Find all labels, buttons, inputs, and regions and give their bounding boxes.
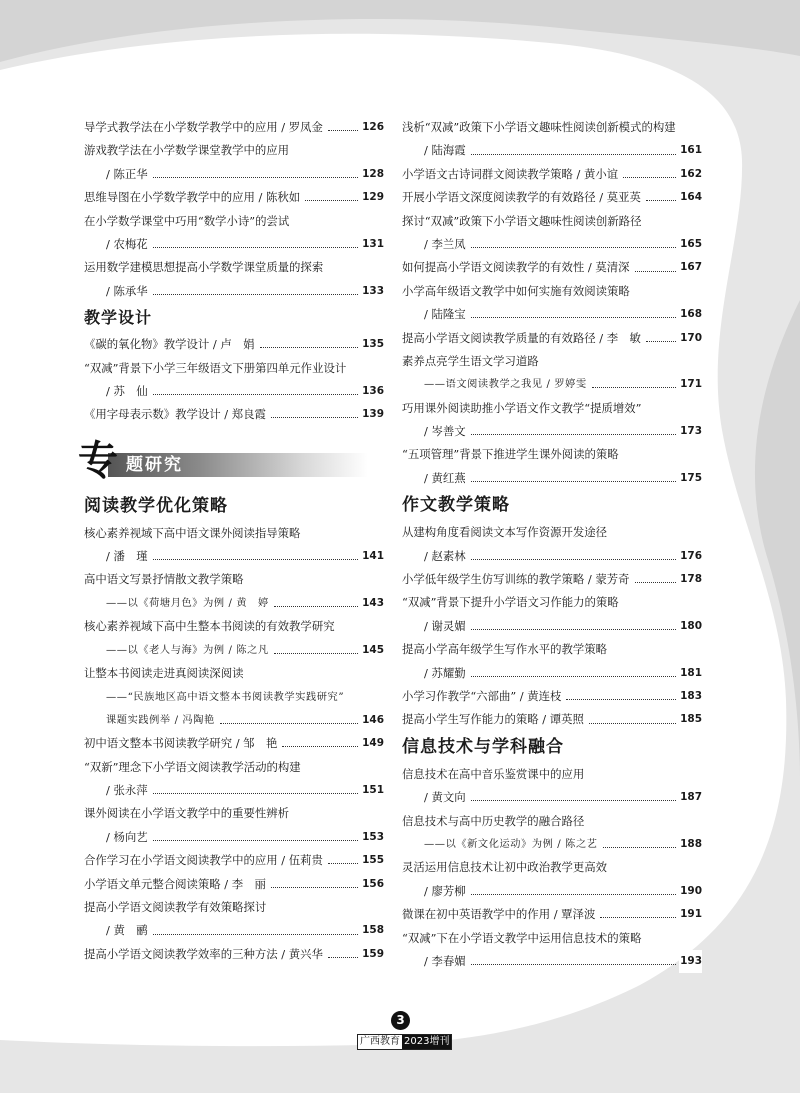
toc-entry-text: 信息技术在高中音乐鉴赏课中的应用: [402, 766, 585, 781]
toc-entry[interactable]: [402, 420, 702, 443]
dot-leader: [471, 317, 676, 318]
toc-page-number: 181: [679, 662, 702, 685]
toc-entry-text: / 杨向艺: [106, 826, 150, 849]
toc-entry: [84, 896, 384, 919]
toc-entry-text: / 李春媚: [424, 950, 468, 973]
dot-leader: [471, 800, 676, 801]
toc-entry[interactable]: [84, 545, 384, 568]
toc-entry[interactable]: [84, 849, 384, 872]
toc-entry-text: ——语文阅读教学之我见 / 罗婷雯: [424, 373, 589, 396]
toc-entry-text: 素养点亮学生语文学习道路: [402, 353, 539, 368]
toc-entry-text: / 谢灵媚: [424, 615, 468, 638]
section-heading: 作文教学策略: [402, 495, 510, 516]
toc-entry-text: 浅析“双减”政策下小学语文趣味性阅读创新模式的构建: [402, 120, 676, 134]
banner-big-character: 专: [78, 437, 118, 484]
toc-entry-text: 课外阅读在小学语文教学中的重要性辨析: [84, 806, 290, 821]
toc-entry-text: 游戏教学法在小学数学课堂教学中的应用: [84, 143, 290, 158]
toc-page-number: 178: [679, 568, 702, 591]
toc-entry[interactable]: [402, 880, 702, 903]
toc-entry[interactable]: [402, 786, 702, 809]
toc-entry: [84, 139, 384, 162]
toc-page-number: 155: [361, 849, 384, 872]
page-number-badge: 3: [391, 1011, 410, 1030]
toc-page-number: 175: [679, 467, 702, 490]
toc-right-column: [402, 116, 702, 973]
toc-entry-text: 《用字母表示数》教学设计 / 郑良霞: [84, 403, 268, 426]
toc-entry: [402, 810, 702, 833]
toc-entry-text: 在小学数学课堂中巧用“数学小诗”的尝试: [84, 213, 290, 228]
toc-entry: [402, 350, 702, 373]
toc-entry-text: ——“民族地区高中语文整本书阅读教学实践研究”: [106, 692, 345, 704]
toc-entry[interactable]: [402, 950, 702, 973]
dot-leader: [471, 434, 676, 435]
toc-entry-text: 提高小学语文阅读教学质量的有效路径 / 李 敏: [402, 327, 643, 350]
toc-entry: [84, 662, 384, 685]
journal-issue: 2023增刊: [404, 1036, 450, 1047]
toc-entry: [402, 763, 702, 786]
toc-entry: [402, 443, 702, 466]
toc-entry: [402, 638, 702, 661]
journal-name: 广西教育: [360, 1036, 400, 1047]
toc-page-number: 141: [361, 545, 384, 568]
toc-page-number: 131: [361, 233, 384, 256]
toc-entry-text: 小学语文古诗词群文阅读教学策略 / 黄小谊: [402, 163, 620, 186]
toc-page-number: 149: [361, 732, 384, 755]
dot-leader: [566, 699, 676, 700]
toc-entry: [402, 856, 702, 879]
toc-entry-text: 灵活运用信息技术让初中政治教学更高效: [402, 860, 608, 875]
toc-entry[interactable]: [84, 380, 384, 403]
banner-title: 题研究: [126, 454, 183, 475]
dot-leader: [220, 723, 358, 724]
toc-entry-text: / 陈正华: [106, 163, 150, 186]
toc-entry[interactable]: [84, 116, 384, 139]
dot-leader: [153, 177, 358, 178]
toc-page-number: 162: [679, 163, 702, 186]
toc-entry: [402, 397, 702, 420]
toc-entry-text: 从建构角度看阅读文本写作资源开发途径: [402, 525, 608, 540]
toc-page-number: 153: [361, 826, 384, 849]
dot-leader: [646, 200, 676, 201]
toc-entry[interactable]: [402, 833, 702, 856]
toc-entry: [84, 756, 384, 779]
toc-entry-text: 小学习作教学“六部曲” / 黄连枝: [402, 685, 563, 708]
toc-entry-text: / 黄红燕: [424, 467, 468, 490]
toc-page-number: 167: [679, 256, 702, 279]
dot-leader: [589, 723, 676, 724]
dot-leader: [592, 387, 676, 388]
toc-entry[interactable]: [402, 662, 702, 685]
toc-page-number: 159: [361, 943, 384, 966]
toc-entry: [84, 685, 384, 708]
toc-entry[interactable]: [84, 163, 384, 186]
toc-page-number: 145: [361, 639, 384, 662]
toc-entry-text: “双减”背景下小学三年级语文下册第四单元作业设计: [84, 360, 347, 375]
toc-entry-text: / 岑善文: [424, 420, 468, 443]
toc-page-number: 190: [679, 880, 702, 903]
toc-entry[interactable]: [84, 873, 384, 896]
toc-page-number: 128: [361, 163, 384, 186]
toc-page-number: 139: [361, 403, 384, 426]
toc-page-number: 171: [679, 373, 702, 396]
toc-page-number: 185: [679, 708, 702, 731]
toc-page-number: 164: [679, 186, 702, 209]
dot-leader: [471, 247, 676, 248]
dot-leader: [274, 606, 358, 607]
toc-entry-text: 小学语文单元整合阅读策略 / 李 丽: [84, 873, 268, 896]
dot-leader: [153, 294, 358, 295]
dot-leader: [305, 200, 358, 201]
toc-entry-text: / 李兰凤: [424, 233, 468, 256]
dot-leader: [646, 341, 676, 342]
special-topic-banner: [78, 439, 384, 487]
toc-page-number: 146: [361, 709, 384, 732]
toc-entry: [84, 522, 384, 545]
toc-entry[interactable]: [402, 373, 702, 396]
toc-page-number: 188: [679, 833, 702, 856]
toc-entry[interactable]: [84, 403, 384, 426]
toc-entry[interactable]: [84, 186, 384, 209]
toc-page-number: 158: [361, 919, 384, 942]
toc-entry[interactable]: [402, 568, 702, 591]
toc-entry-text: 小学高年级语文教学中如何实施有效阅读策略: [402, 283, 630, 298]
dot-leader: [635, 582, 677, 583]
toc-page-number: 183: [679, 685, 702, 708]
dot-leader: [471, 154, 676, 155]
toc-page-number: 180: [679, 615, 702, 638]
toc-entry[interactable]: [402, 615, 702, 638]
toc-entry[interactable]: [84, 732, 384, 755]
section-heading: 信息技术与学科融合: [402, 736, 564, 757]
dot-leader: [271, 887, 358, 888]
toc-page-number: 187: [679, 786, 702, 809]
toc-entry[interactable]: [402, 256, 702, 279]
toc-entry-text: 微课在初中英语教学中的作用 / 覃泽波: [402, 903, 597, 926]
dot-leader: [328, 863, 358, 864]
dot-leader: [153, 934, 358, 935]
toc-entry-text: ——以《老人与海》为例 / 陈之凡: [106, 639, 271, 662]
toc-entry-text: / 潘 瑾: [106, 545, 150, 568]
toc-entry-text: 核心素养视域下高中语文课外阅读指导策略: [84, 525, 301, 540]
toc-page-number: 151: [361, 779, 384, 802]
toc-page-number: 129: [361, 186, 384, 209]
toc-entry-text: 巧用课外阅读助推小学语文作文教学“提质增效”: [402, 400, 642, 415]
toc-entry-text: 提高小学语文阅读教学有效策略探讨: [84, 899, 267, 914]
toc-page-number: 173: [679, 420, 702, 443]
toc-page-number: 176: [679, 545, 702, 568]
dot-leader: [603, 847, 677, 848]
toc-entry-text: 提高小学生写作能力的策略 / 谭英照: [402, 708, 586, 731]
toc-entry-text: 开展小学语文深度阅读教学的有效路径 / 莫亚英: [402, 186, 643, 209]
toc-entry[interactable]: [402, 708, 702, 731]
toc-entry-text: / 陆隆宝: [424, 303, 468, 326]
toc-entry[interactable]: [84, 826, 384, 849]
toc-entry-text: 课题实践例举 / 冯陶艳: [106, 709, 217, 732]
dot-leader: [282, 746, 358, 747]
dot-leader: [328, 130, 358, 131]
toc-entry: [84, 802, 384, 825]
dot-leader: [635, 271, 677, 272]
toc-entry-text: / 赵素林: [424, 545, 468, 568]
toc-entry-text: 导学式教学法在小学数学教学中的应用 / 罗凤金: [84, 116, 325, 139]
dot-leader: [153, 840, 358, 841]
toc-entry[interactable]: [402, 163, 702, 186]
toc-entry[interactable]: [84, 333, 384, 356]
toc-entry[interactable]: [402, 139, 702, 162]
toc-entry: [402, 210, 702, 233]
dot-leader: [271, 417, 358, 418]
toc-entry: [84, 256, 384, 279]
toc-entry[interactable]: [402, 903, 702, 926]
toc-page-number: 126: [361, 116, 384, 139]
toc-entry-text: / 张永萍: [106, 779, 150, 802]
toc-entry: [84, 210, 384, 233]
toc-entry-text: “双减”背景下提升小学语文习作能力的策略: [402, 595, 619, 610]
section-heading: 阅读教学优化策略: [84, 495, 228, 516]
toc-entry-text: 如何提高小学语文阅读教学的有效性 / 莫清深: [402, 256, 632, 279]
toc-page-number: 156: [361, 873, 384, 896]
toc-entry-text: / 苏 仙: [106, 380, 150, 403]
toc-entry-text: 合作学习在小学语文阅读教学中的应用 / 伍莉贵: [84, 849, 325, 872]
dot-leader: [328, 957, 358, 958]
journal-footer-label: [357, 1034, 452, 1050]
toc-entry: [84, 615, 384, 638]
toc-entry: [402, 116, 702, 139]
toc-entry-text: / 廖芳柳: [424, 880, 468, 903]
toc-entry[interactable]: [402, 685, 702, 708]
toc-entry[interactable]: [402, 545, 702, 568]
dot-leader: [260, 347, 359, 348]
toc-entry-text: 让整本书阅读走进真阅读深阅读: [84, 666, 244, 681]
dot-leader: [153, 394, 358, 395]
toc-entry[interactable]: [402, 303, 702, 326]
dot-leader: [471, 894, 676, 895]
toc-entry[interactable]: [84, 919, 384, 942]
dot-leader: [274, 653, 358, 654]
toc-entry-text: 《碳的氧化物》教学设计 / 卢 娟: [84, 333, 257, 356]
toc-entry-text: / 农梅花: [106, 233, 150, 256]
toc-page-number: 143: [361, 592, 384, 615]
toc-entry-text: 核心素养视域下高中生整本书阅读的有效教学研究: [84, 619, 335, 634]
toc-entry-text: 信息技术与高中历史教学的融合路径: [402, 813, 585, 828]
dot-leader: [153, 247, 358, 248]
toc-entry[interactable]: [402, 327, 702, 350]
toc-page-number: 136: [361, 380, 384, 403]
dot-leader: [153, 793, 358, 794]
toc-entry-text: / 陆海霞: [424, 139, 468, 162]
toc-entry: [402, 927, 702, 950]
toc-entry-text: 提高小学语文阅读教学效率的三种方法 / 黄兴华: [84, 943, 325, 966]
toc-entry-text: / 黄文向: [424, 786, 468, 809]
toc-entry[interactable]: [402, 467, 702, 490]
toc-entry-text: ——以《新文化运动》为例 / 陈之艺: [424, 833, 600, 856]
toc-entry-text: / 黄 鹂: [106, 919, 150, 942]
dot-leader: [471, 964, 676, 965]
toc-left-column: [78, 116, 384, 966]
toc-entry[interactable]: [84, 779, 384, 802]
toc-entry: [402, 591, 702, 614]
toc-entry: [84, 357, 384, 380]
toc-page-number: 133: [361, 280, 384, 303]
toc-entry[interactable]: [84, 639, 384, 662]
toc-entry-text: 提高小学高年级学生写作水平的教学策略: [402, 642, 608, 657]
toc-entry-text: 运用数学建模思想提高小学数学课堂质量的探索: [84, 260, 324, 275]
toc-entry-text: 高中语文写景抒情散文教学策略: [84, 572, 244, 587]
toc-page-number: 135: [361, 333, 384, 356]
toc-entry-text: / 陈承华: [106, 280, 150, 303]
toc-page-number: 165: [679, 233, 702, 256]
toc-entry[interactable]: [402, 186, 702, 209]
toc-entry[interactable]: [84, 233, 384, 256]
toc-entry[interactable]: [84, 592, 384, 615]
toc-entry-text: “双新”理念下小学语文阅读教学活动的构建: [84, 759, 301, 774]
dot-leader: [600, 917, 676, 918]
toc-entry: [402, 521, 702, 544]
toc-entry[interactable]: [84, 280, 384, 303]
dot-leader: [471, 676, 676, 677]
toc-entry[interactable]: [84, 709, 384, 732]
toc-page-number: 170: [679, 327, 702, 350]
dot-leader: [153, 559, 358, 560]
toc-entry-text: 探讨“双减”政策下小学语文趣味性阅读创新路径: [402, 213, 642, 228]
toc-entry-text: 初中语文整本书阅读教学研究 / 邹 艳: [84, 732, 279, 755]
toc-page-number: 168: [679, 303, 702, 326]
toc-entry[interactable]: [402, 233, 702, 256]
dot-leader: [623, 177, 676, 178]
toc-page-number: 193: [679, 950, 702, 973]
toc-entry-text: “双减”下在小学语文教学中运用信息技术的策略: [402, 930, 642, 945]
toc-page-number: 191: [679, 903, 702, 926]
toc-entry-text: 小学低年级学生仿写训练的教学策略 / 蒙芳奇: [402, 568, 632, 591]
dot-leader: [471, 629, 676, 630]
toc-entry-text: ——以《荷塘月色》为例 / 黄 婷: [106, 592, 271, 615]
dot-leader: [471, 481, 676, 482]
toc-entry: [402, 280, 702, 303]
toc-entry: [84, 568, 384, 591]
section-heading: 教学设计: [84, 308, 153, 328]
toc-entry-text: 思维导图在小学数学教学中的应用 / 陈秋如: [84, 186, 302, 209]
toc-entry-text: “五项管理”背景下推进学生课外阅读的策略: [402, 447, 619, 462]
dot-leader: [471, 559, 676, 560]
toc-page-number: 161: [679, 139, 702, 162]
toc-entry[interactable]: [84, 943, 384, 966]
toc-entry-text: / 苏耀勤: [424, 662, 468, 685]
